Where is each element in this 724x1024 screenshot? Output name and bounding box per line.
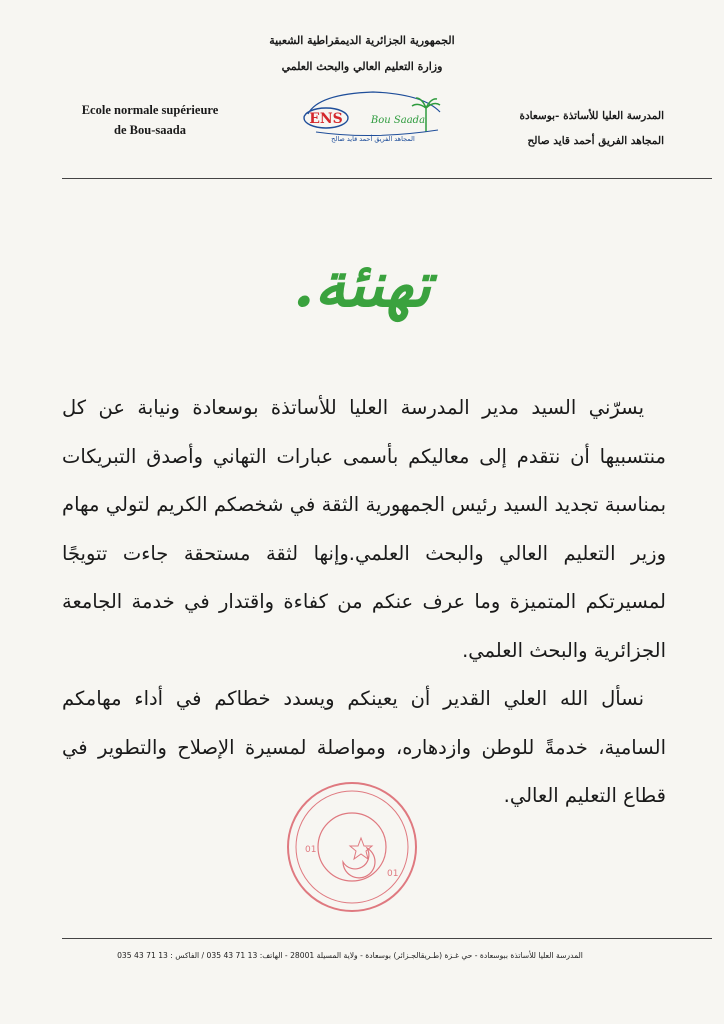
letter-body	[62, 384, 666, 821]
school-name-arabic	[434, 104, 664, 154]
letter-paragraph-1: يسرّني السيد مدير المدرسة العليا للأساتذة بوسعادة ونيابة عن كل منتسبيها أن نتقدم إلى معاليكم بأسمى عبارات التهاني وأصدق التبريكات بمناسبة تجديد السيد رئيس الجمهورية الثقة في شخصكم الكريم لتولي مهام وزير التعليم العالي والبحث العلمي.وإنها لثقة مستحقة جاءت تتويجًا لمسيرتكم المتميزة وما عرف عنكم من كفاءة واقتدار في خدمة الجامعة الجزائرية والبحث العلمي.	[62, 396, 666, 662]
footer-address: المدرسة العليا للأساتذة ببوسعادة - حي غـزة (طـريقالجـزائر) بوسعادة - ولاية المسيلة 28001 - الهاتف: 13 71 43 035 / الفاكس : 13 71 43 035	[117, 951, 583, 960]
school-name-french	[60, 100, 240, 140]
school-fr-line2: de Bou-saada	[114, 123, 186, 137]
header-republic-block	[0, 28, 724, 80]
stamp-number-left: 01	[305, 845, 317, 855]
logo-caption: المجاهد الفريق أحمد قايد صالح	[331, 135, 415, 143]
letter-paragraph-2: نسأل الله العلي القدير أن يعينكم ويسدد خطاكم في أداء مهامكم السامية، خدمةً للوطن وازدهاره، ومواصلة لمسيرة الإصلاح والتطوير في قطاع التعليم العالي.	[62, 687, 666, 807]
school-ar-line2: المجاهد الفريق أحمد قايد صالح	[527, 135, 664, 147]
ministry-name: وزارة التعليم العالي والبحث العلمي	[281, 60, 443, 73]
header-divider	[62, 178, 712, 179]
republic-name: الجمهورية الجزائرية الديمقراطية الشعبية	[269, 34, 455, 47]
school-ar-line1: المدرسة العليا للأساتذة -بوسعادة	[519, 110, 664, 122]
logo-ens-text: ENS	[309, 111, 343, 127]
footer-divider	[62, 938, 712, 939]
stamp-number-right: 01	[387, 869, 399, 879]
ens-logo	[298, 88, 448, 144]
school-fr-line1: Ecole normale supérieure	[81, 103, 219, 117]
logo-subtitle: Bou Saada	[370, 115, 426, 126]
official-stamp	[283, 778, 421, 916]
congratulations-title: تهنئة.	[292, 248, 432, 321]
